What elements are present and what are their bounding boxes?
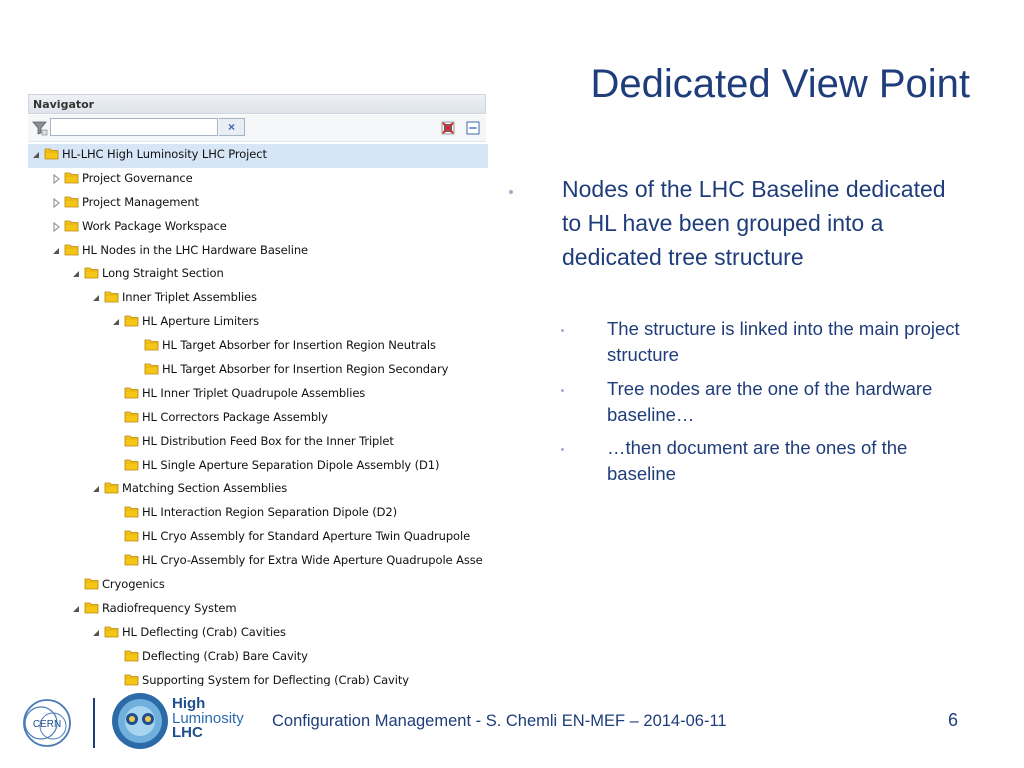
tree-node-label: HL Interaction Region Separation Dipole (D2) <box>142 505 398 520</box>
sub-bullet-dot <box>561 389 564 392</box>
sub-bullet: …then document are the ones of the baseline <box>607 437 908 484</box>
page-number: 6 <box>948 710 959 730</box>
folder-icon <box>124 386 139 399</box>
tree-node[interactable] <box>28 311 488 335</box>
tree-node[interactable] <box>28 263 488 287</box>
sub-bullet-dot <box>561 329 564 332</box>
folder-icon <box>64 243 79 256</box>
tree-node[interactable] <box>28 168 488 192</box>
folder-icon <box>84 266 99 279</box>
sub-bullet: Tree nodes are the one of the hardware baseline… <box>607 378 933 425</box>
sub-bullet: The structure is linked into the main project structure <box>607 318 960 365</box>
tree-node[interactable] <box>28 574 488 598</box>
folder-icon <box>84 601 99 614</box>
folder-icon <box>104 481 119 494</box>
expand-arrow-icon[interactable] <box>111 317 121 327</box>
tree-node-label: Long Straight Section <box>102 266 224 281</box>
tree-node-label: HL Cryo Assembly for Standard Aperture Twin Quadrupole <box>142 529 471 544</box>
folder-icon <box>64 171 79 184</box>
tree-node[interactable] <box>28 192 488 216</box>
folder-icon <box>144 362 159 375</box>
tree-node-label: Work Package Workspace <box>82 218 227 233</box>
tree-node-label: HL Distribution Feed Box for the Inner Triplet <box>142 433 394 448</box>
remove-filter-icon[interactable] <box>441 121 455 135</box>
footer-text: Configuration Management - S. Chemli EN-MEF – 2014-06-11 <box>272 712 727 730</box>
folder-icon <box>124 553 139 566</box>
folder-icon <box>104 625 119 638</box>
slide-title: Dedicated View Point <box>590 62 970 106</box>
tree-node-label: HL Target Absorber for Insertion Region Secondary <box>162 362 449 377</box>
tree-node-label: HL Aperture Limiters <box>142 314 259 329</box>
navigator-tree <box>28 144 488 686</box>
tree-node-label: Cryogenics <box>102 577 165 592</box>
tree-node-label: Project Governance <box>82 170 193 185</box>
tree-node[interactable] <box>28 550 488 574</box>
folder-icon <box>144 338 159 351</box>
tree-node-label: Matching Section Assemblies <box>122 481 288 496</box>
folder-icon <box>124 434 139 447</box>
sub-bullet-dot <box>561 448 564 451</box>
expand-arrow-icon[interactable] <box>91 293 101 303</box>
navigator-header: Navigator <box>28 94 486 114</box>
hl-lhc-logo <box>110 690 170 752</box>
search-input[interactable] <box>50 118 218 136</box>
collapse-arrow-icon[interactable] <box>51 222 61 232</box>
tree-node[interactable] <box>28 335 488 359</box>
folder-icon <box>44 147 59 160</box>
tree-node[interactable] <box>28 216 488 240</box>
tree-node-label: Inner Triplet Assemblies <box>122 290 257 305</box>
tree-node-label: HL-LHC High Luminosity LHC Project <box>62 147 267 161</box>
folder-icon <box>124 529 139 542</box>
tree-node-label: Supporting System for Deflecting (Crab) Cavity <box>142 672 409 686</box>
hl-lhc-logo-text <box>172 697 244 741</box>
tree-node-label: HL Cryo-Assembly for Extra Wide Aperture Quadrupole Asse <box>142 553 483 568</box>
tree-node-label: Deflecting (Crab) Bare Cavity <box>142 648 308 663</box>
navigator-panel <box>28 94 488 686</box>
tree-node[interactable] <box>28 359 488 383</box>
collapse-arrow-icon[interactable] <box>51 198 61 208</box>
expand-arrow-icon[interactable] <box>91 484 101 494</box>
tree-node-label: Radiofrequency System <box>102 600 237 615</box>
folder-icon <box>124 458 139 471</box>
expand-arrow-icon[interactable] <box>51 246 61 256</box>
folder-icon <box>124 410 139 423</box>
tree-node[interactable] <box>28 407 488 431</box>
tree-node[interactable] <box>28 646 488 670</box>
cern-logo-text: CERN <box>32 719 62 730</box>
expand-arrow-icon[interactable] <box>71 269 81 279</box>
folder-icon <box>84 577 99 590</box>
folder-icon <box>124 673 139 686</box>
tree-node[interactable] <box>28 240 488 264</box>
tree-node-label: Project Management <box>82 194 199 209</box>
filter-icon[interactable] <box>32 120 48 136</box>
tree-node-label: HL Nodes in the LHC Hardware Baseline <box>82 242 309 257</box>
folder-icon <box>64 195 79 208</box>
tree-node-label: HL Single Aperture Separation Dipole Assembly (D1) <box>142 457 440 472</box>
tree-node[interactable] <box>28 598 488 622</box>
navigator-toolbar <box>28 115 486 142</box>
tree-node[interactable] <box>28 287 488 311</box>
folder-icon <box>124 314 139 327</box>
cern-logo <box>20 696 74 750</box>
tree-node[interactable] <box>28 431 488 455</box>
expand-arrow-icon[interactable] <box>31 150 41 160</box>
tree-node[interactable] <box>28 670 488 686</box>
tree-node-label: HL Correctors Package Assembly <box>142 409 328 424</box>
tree-node-label: HL Target Absorber for Insertion Region Neutrals <box>162 338 436 353</box>
expand-arrow-icon[interactable] <box>71 604 81 614</box>
tree-node[interactable] <box>28 502 488 526</box>
main-bullet: Nodes of the LHC Baseline dedicated to HL have been grouped into a dedicated tree structure <box>562 176 946 270</box>
bullet-dot <box>509 190 513 194</box>
folder-icon <box>104 290 119 303</box>
tree-node[interactable] <box>28 478 488 502</box>
tree-node[interactable] <box>28 455 488 479</box>
folder-icon <box>124 649 139 662</box>
tree-node[interactable] <box>28 383 488 407</box>
footer-separator <box>93 698 95 748</box>
tree-node[interactable] <box>28 144 488 168</box>
hl-logo-line2: Luminosity <box>172 709 244 727</box>
tree-node-label: HL Inner Triplet Quadrupole Assemblies <box>142 385 366 400</box>
folder-icon <box>124 505 139 518</box>
tree-node[interactable] <box>28 526 488 550</box>
folder-icon <box>64 219 79 232</box>
collapse-arrow-icon[interactable] <box>51 174 61 184</box>
hl-logo-line3: LHC <box>172 724 203 741</box>
hl-logo-line1: High <box>172 695 206 712</box>
collapse-all-icon[interactable] <box>466 121 480 135</box>
tree-node-label: HL Deflecting (Crab) Cavities <box>122 624 286 639</box>
expand-arrow-icon[interactable] <box>91 628 101 638</box>
tree-node[interactable] <box>28 622 488 646</box>
clear-search-button[interactable]: × <box>219 118 245 136</box>
